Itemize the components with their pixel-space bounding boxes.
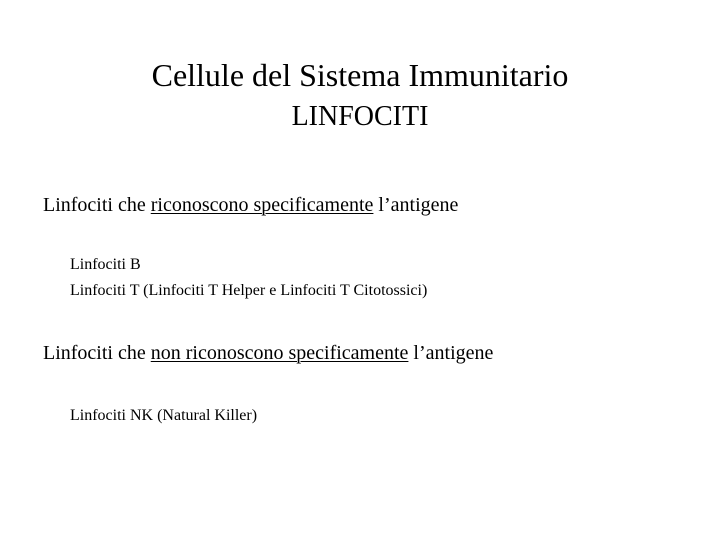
section-heading-nonspecific	[43, 340, 493, 366]
section-heading-emphasis: non riconoscono specificamente	[150, 342, 409, 364]
section-heading-suffix: l’antigene	[408, 342, 494, 364]
list-item-linfociti-t: Linfociti T (Linfociti T Helper e Linfociti T Citotossici)	[70, 282, 428, 299]
section-heading-prefix: Linfociti che	[43, 194, 151, 216]
slide-title: Cellule del Sistema Immunitario	[151, 57, 569, 93]
section-heading-suffix: l’antigene	[373, 194, 459, 216]
section-heading-prefix: Linfociti che	[43, 342, 151, 364]
section-heading-specific	[43, 192, 458, 218]
section-heading-emphasis: riconoscono specificamente	[150, 194, 374, 216]
list-item-linfociti-b: Linfociti B	[70, 256, 141, 273]
list-item-linfociti-nk: Linfociti NK (Natural Killer)	[70, 407, 258, 424]
slide-subtitle: LINFOCITI	[291, 101, 429, 132]
